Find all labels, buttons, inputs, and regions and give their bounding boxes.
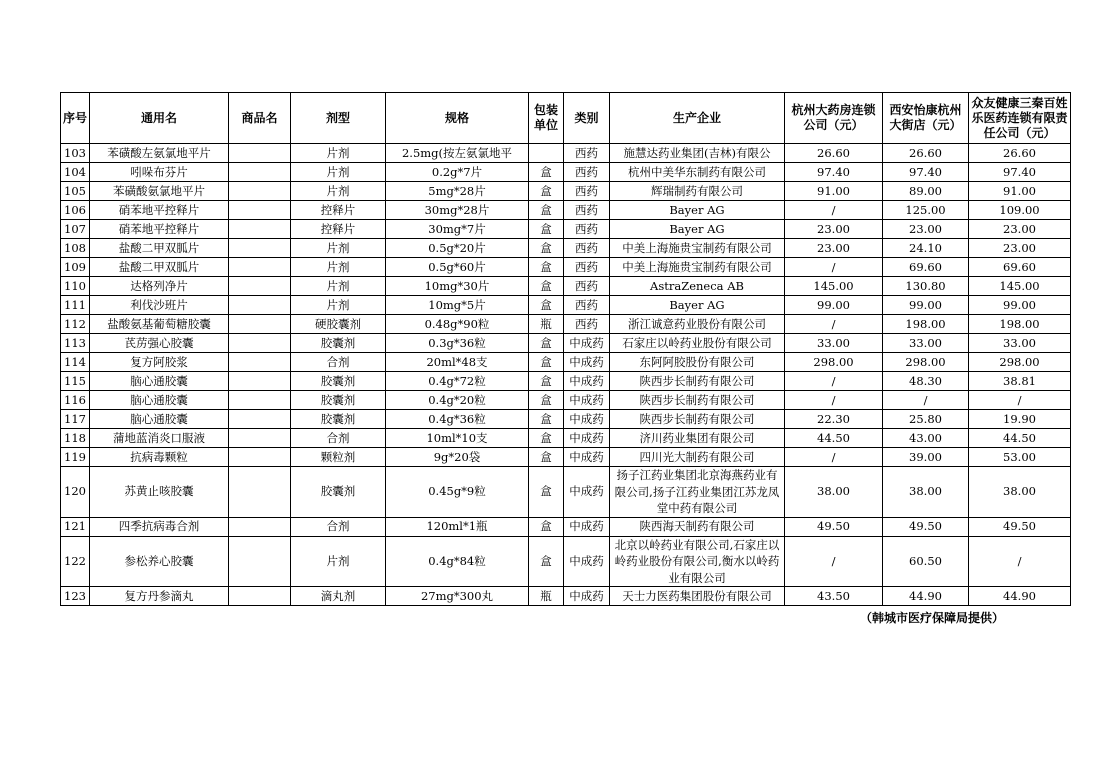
- cell-index: 120: [61, 467, 90, 518]
- cell-generic-name: 盐酸氨基葡萄糖胶囊: [90, 315, 229, 334]
- cell-package-unit: 盒: [529, 448, 564, 467]
- cell-price-store-1: 49.50: [785, 517, 883, 536]
- cell-category: 西药: [564, 315, 610, 334]
- cell-generic-name: 苏黄止咳胶囊: [90, 467, 229, 518]
- cell-generic-name: 复方阿胶浆: [90, 353, 229, 372]
- source-note: （韩城市医疗保障局提供）: [860, 611, 1005, 625]
- cell-package-unit: 盒: [529, 334, 564, 353]
- header-trade-name: 商品名: [229, 93, 291, 144]
- table-row: [61, 391, 1071, 410]
- cell-manufacturer: 陕西海天制药有限公司: [610, 517, 785, 536]
- cell-manufacturer: Bayer AG: [610, 296, 785, 315]
- header-dosage-form: 剂型: [291, 93, 386, 144]
- table-row: [61, 163, 1071, 182]
- cell-generic-name: 苯磺酸氨氯地平片: [90, 182, 229, 201]
- cell-index: 117: [61, 410, 90, 429]
- cell-price-store-1: /: [785, 448, 883, 467]
- cell-package-unit: 盒: [529, 182, 564, 201]
- cell-generic-name: 脑心通胶囊: [90, 391, 229, 410]
- cell-index: 112: [61, 315, 90, 334]
- cell-spec: 30mg*28片: [386, 201, 529, 220]
- cell-manufacturer: 浙江诚意药业股份有限公司: [610, 315, 785, 334]
- cell-trade-name: [229, 517, 291, 536]
- table-row: [61, 587, 1071, 606]
- cell-generic-name: 蒲地蓝消炎口服液: [90, 429, 229, 448]
- table-row: [61, 410, 1071, 429]
- cell-price-store-1: /: [785, 258, 883, 277]
- cell-trade-name: [229, 536, 291, 587]
- cell-generic-name: 芪苈强心胶囊: [90, 334, 229, 353]
- header-price-store-1: 杭州大药房连锁公司（元）: [785, 93, 883, 144]
- cell-index: 104: [61, 163, 90, 182]
- cell-package-unit: 瓶: [529, 587, 564, 606]
- cell-category: 西药: [564, 239, 610, 258]
- cell-trade-name: [229, 182, 291, 201]
- cell-dosage-form: 胶囊剂: [291, 334, 386, 353]
- cell-index: 113: [61, 334, 90, 353]
- cell-spec: 0.4g*20粒: [386, 391, 529, 410]
- cell-price-store-3: 145.00: [969, 277, 1071, 296]
- cell-price-store-3: 19.90: [969, 410, 1071, 429]
- cell-price-store-1: 23.00: [785, 239, 883, 258]
- cell-spec: 0.4g*84粒: [386, 536, 529, 587]
- cell-trade-name: [229, 277, 291, 296]
- cell-trade-name: [229, 334, 291, 353]
- cell-price-store-2: 298.00: [883, 353, 969, 372]
- cell-manufacturer: 陕西步长制药有限公司: [610, 410, 785, 429]
- cell-price-store-1: /: [785, 536, 883, 587]
- table-row: [61, 372, 1071, 391]
- cell-price-store-1: 38.00: [785, 467, 883, 518]
- cell-spec: 0.45g*9粒: [386, 467, 529, 518]
- cell-package-unit: 盒: [529, 220, 564, 239]
- cell-package-unit: 盒: [529, 258, 564, 277]
- cell-package-unit: [529, 144, 564, 163]
- cell-price-store-1: 23.00: [785, 220, 883, 239]
- cell-price-store-2: 69.60: [883, 258, 969, 277]
- cell-package-unit: 盒: [529, 517, 564, 536]
- table-row: [61, 201, 1071, 220]
- cell-trade-name: [229, 587, 291, 606]
- cell-index: 110: [61, 277, 90, 296]
- cell-dosage-form: 胶囊剂: [291, 410, 386, 429]
- cell-category: 中成药: [564, 517, 610, 536]
- cell-price-store-1: /: [785, 315, 883, 334]
- cell-category: 中成药: [564, 353, 610, 372]
- cell-price-store-3: 298.00: [969, 353, 1071, 372]
- cell-category: 中成药: [564, 587, 610, 606]
- cell-dosage-form: 控释片: [291, 220, 386, 239]
- cell-category: 中成药: [564, 536, 610, 587]
- cell-price-store-2: 89.00: [883, 182, 969, 201]
- cell-manufacturer: 东阿阿胶股份有限公司: [610, 353, 785, 372]
- cell-dosage-form: 片剂: [291, 163, 386, 182]
- cell-dosage-form: 片剂: [291, 296, 386, 315]
- cell-price-store-2: 130.80: [883, 277, 969, 296]
- cell-spec: 0.4g*36粒: [386, 410, 529, 429]
- cell-dosage-form: 胶囊剂: [291, 467, 386, 518]
- cell-package-unit: 盒: [529, 372, 564, 391]
- cell-trade-name: [229, 429, 291, 448]
- cell-spec: 9g*20袋: [386, 448, 529, 467]
- cell-index: 121: [61, 517, 90, 536]
- cell-manufacturer: Bayer AG: [610, 201, 785, 220]
- cell-dosage-form: 片剂: [291, 536, 386, 587]
- cell-index: 108: [61, 239, 90, 258]
- cell-price-store-3: 23.00: [969, 239, 1071, 258]
- cell-manufacturer: 辉瑞制药有限公司: [610, 182, 785, 201]
- cell-price-store-2: 60.50: [883, 536, 969, 587]
- cell-manufacturer: 天士力医药集团股份有限公司: [610, 587, 785, 606]
- cell-generic-name: 硝苯地平控释片: [90, 220, 229, 239]
- cell-dosage-form: 滴丸剂: [291, 587, 386, 606]
- cell-index: 109: [61, 258, 90, 277]
- cell-trade-name: [229, 201, 291, 220]
- table-row: [61, 536, 1071, 587]
- cell-dosage-form: 片剂: [291, 239, 386, 258]
- header-category: 类别: [564, 93, 610, 144]
- cell-price-store-2: /: [883, 391, 969, 410]
- cell-manufacturer: 中美上海施贵宝制药有限公司: [610, 239, 785, 258]
- cell-category: 西药: [564, 144, 610, 163]
- cell-index: 106: [61, 201, 90, 220]
- cell-generic-name: 参松养心胶囊: [90, 536, 229, 587]
- cell-generic-name: 达格列净片: [90, 277, 229, 296]
- cell-price-store-3: 44.90: [969, 587, 1071, 606]
- cell-package-unit: 盒: [529, 536, 564, 587]
- cell-package-unit: 盒: [529, 296, 564, 315]
- cell-price-store-1: 43.50: [785, 587, 883, 606]
- cell-trade-name: [229, 410, 291, 429]
- cell-manufacturer: 施慧达药业集团(吉林)有限公: [610, 144, 785, 163]
- cell-price-store-3: 33.00: [969, 334, 1071, 353]
- cell-price-store-2: 43.00: [883, 429, 969, 448]
- cell-price-store-2: 25.80: [883, 410, 969, 429]
- table-row: [61, 448, 1071, 467]
- cell-spec: 120ml*1瓶: [386, 517, 529, 536]
- cell-price-store-2: 97.40: [883, 163, 969, 182]
- cell-manufacturer: 杭州中美华东制药有限公司: [610, 163, 785, 182]
- cell-category: 中成药: [564, 391, 610, 410]
- cell-price-store-1: /: [785, 372, 883, 391]
- cell-dosage-form: 硬胶囊剂: [291, 315, 386, 334]
- table-row: [61, 220, 1071, 239]
- cell-dosage-form: 颗粒剂: [291, 448, 386, 467]
- cell-spec: 27mg*300丸: [386, 587, 529, 606]
- table-row: [61, 144, 1071, 163]
- cell-generic-name: 盐酸二甲双胍片: [90, 239, 229, 258]
- cell-price-store-1: 44.50: [785, 429, 883, 448]
- cell-price-store-3: 198.00: [969, 315, 1071, 334]
- cell-category: 中成药: [564, 334, 610, 353]
- cell-generic-name: 苯磺酸左氨氯地平片: [90, 144, 229, 163]
- cell-trade-name: [229, 163, 291, 182]
- cell-price-store-3: 23.00: [969, 220, 1071, 239]
- cell-category: 中成药: [564, 467, 610, 518]
- cell-dosage-form: 片剂: [291, 182, 386, 201]
- cell-price-store-2: 198.00: [883, 315, 969, 334]
- cell-spec: 0.5g*20片: [386, 239, 529, 258]
- cell-dosage-form: 合剂: [291, 429, 386, 448]
- price-table: [60, 92, 1071, 606]
- cell-trade-name: [229, 391, 291, 410]
- header-package-unit: 包装单位: [529, 93, 564, 144]
- cell-price-store-3: 91.00: [969, 182, 1071, 201]
- cell-spec: 20ml*48支: [386, 353, 529, 372]
- cell-spec: 0.48g*90粒: [386, 315, 529, 334]
- cell-price-store-1: 298.00: [785, 353, 883, 372]
- cell-price-store-2: 38.00: [883, 467, 969, 518]
- cell-dosage-form: 片剂: [291, 258, 386, 277]
- cell-category: 西药: [564, 277, 610, 296]
- cell-generic-name: 脑心通胶囊: [90, 372, 229, 391]
- cell-spec: 0.3g*36粒: [386, 334, 529, 353]
- cell-price-store-3: /: [969, 391, 1071, 410]
- cell-generic-name: 吲哚布芬片: [90, 163, 229, 182]
- cell-dosage-form: 合剂: [291, 353, 386, 372]
- cell-price-store-3: 38.81: [969, 372, 1071, 391]
- cell-price-store-2: 125.00: [883, 201, 969, 220]
- cell-price-store-1: 97.40: [785, 163, 883, 182]
- cell-spec: 0.5g*60片: [386, 258, 529, 277]
- cell-generic-name: 四季抗病毒合剂: [90, 517, 229, 536]
- cell-price-store-3: 38.00: [969, 467, 1071, 518]
- cell-category: 西药: [564, 182, 610, 201]
- table-row: [61, 315, 1071, 334]
- cell-index: 118: [61, 429, 90, 448]
- cell-index: 103: [61, 144, 90, 163]
- cell-price-store-2: 44.90: [883, 587, 969, 606]
- cell-package-unit: 盒: [529, 410, 564, 429]
- cell-trade-name: [229, 467, 291, 518]
- table-row: [61, 467, 1071, 518]
- header-generic-name: 通用名: [90, 93, 229, 144]
- cell-price-store-1: 91.00: [785, 182, 883, 201]
- cell-trade-name: [229, 372, 291, 391]
- cell-manufacturer: 石家庄以岭药业股份有限公司: [610, 334, 785, 353]
- cell-index: 105: [61, 182, 90, 201]
- cell-package-unit: 盒: [529, 391, 564, 410]
- cell-category: 西药: [564, 201, 610, 220]
- cell-category: 西药: [564, 296, 610, 315]
- cell-package-unit: 盒: [529, 277, 564, 296]
- cell-price-store-3: 99.00: [969, 296, 1071, 315]
- cell-trade-name: [229, 296, 291, 315]
- cell-package-unit: 盒: [529, 201, 564, 220]
- cell-price-store-2: 26.60: [883, 144, 969, 163]
- cell-price-store-3: 109.00: [969, 201, 1071, 220]
- cell-dosage-form: 片剂: [291, 144, 386, 163]
- cell-index: 123: [61, 587, 90, 606]
- cell-price-store-3: /: [969, 536, 1071, 587]
- cell-price-store-1: 33.00: [785, 334, 883, 353]
- cell-spec: 0.2g*7片: [386, 163, 529, 182]
- cell-index: 114: [61, 353, 90, 372]
- header-manufacturer: 生产企业: [610, 93, 785, 144]
- table-row: [61, 182, 1071, 201]
- cell-manufacturer: 扬子江药业集团北京海燕药业有限公司,扬子江药业集团江苏龙凤堂中药有限公司: [610, 467, 785, 518]
- cell-category: 西药: [564, 258, 610, 277]
- cell-dosage-form: 合剂: [291, 517, 386, 536]
- cell-price-store-3: 69.60: [969, 258, 1071, 277]
- cell-spec: 10mg*30片: [386, 277, 529, 296]
- header-index: 序号: [61, 93, 90, 144]
- cell-manufacturer: Bayer AG: [610, 220, 785, 239]
- cell-spec: 2.5mg(按左氨氯地平: [386, 144, 529, 163]
- cell-trade-name: [229, 353, 291, 372]
- cell-price-store-1: 145.00: [785, 277, 883, 296]
- cell-dosage-form: 胶囊剂: [291, 391, 386, 410]
- cell-trade-name: [229, 220, 291, 239]
- cell-dosage-form: 片剂: [291, 277, 386, 296]
- cell-dosage-form: 控释片: [291, 201, 386, 220]
- cell-trade-name: [229, 144, 291, 163]
- cell-price-store-3: 53.00: [969, 448, 1071, 467]
- cell-price-store-1: /: [785, 201, 883, 220]
- cell-spec: 10mg*5片: [386, 296, 529, 315]
- cell-index: 119: [61, 448, 90, 467]
- cell-trade-name: [229, 239, 291, 258]
- cell-manufacturer: AstraZeneca AB: [610, 277, 785, 296]
- table-row: [61, 429, 1071, 448]
- cell-index: 116: [61, 391, 90, 410]
- cell-category: 中成药: [564, 448, 610, 467]
- cell-price-store-2: 49.50: [883, 517, 969, 536]
- cell-spec: 30mg*7片: [386, 220, 529, 239]
- cell-index: 115: [61, 372, 90, 391]
- cell-category: 中成药: [564, 372, 610, 391]
- cell-manufacturer: 济川药业集团有限公司: [610, 429, 785, 448]
- cell-price-store-1: 22.30: [785, 410, 883, 429]
- cell-generic-name: 利伐沙班片: [90, 296, 229, 315]
- cell-trade-name: [229, 315, 291, 334]
- cell-generic-name: 复方丹参滴丸: [90, 587, 229, 606]
- cell-package-unit: 盒: [529, 429, 564, 448]
- cell-index: 111: [61, 296, 90, 315]
- cell-manufacturer: 陕西步长制药有限公司: [610, 372, 785, 391]
- cell-package-unit: 盒: [529, 163, 564, 182]
- cell-package-unit: 盒: [529, 239, 564, 258]
- table-row: [61, 353, 1071, 372]
- cell-category: 中成药: [564, 429, 610, 448]
- table-row: [61, 239, 1071, 258]
- cell-price-store-2: 48.30: [883, 372, 969, 391]
- cell-trade-name: [229, 448, 291, 467]
- table-row: [61, 277, 1071, 296]
- table-row: [61, 334, 1071, 353]
- cell-price-store-3: 44.50: [969, 429, 1071, 448]
- cell-package-unit: 盒: [529, 467, 564, 518]
- cell-package-unit: 盒: [529, 353, 564, 372]
- cell-price-store-2: 24.10: [883, 239, 969, 258]
- cell-category: 中成药: [564, 410, 610, 429]
- cell-price-store-2: 23.00: [883, 220, 969, 239]
- cell-price-store-3: 97.40: [969, 163, 1071, 182]
- cell-manufacturer: 北京以岭药业有限公司,石家庄以岭药业股份有限公司,衡水以岭药业有限公司: [610, 536, 785, 587]
- header-row: [61, 93, 1071, 144]
- cell-price-store-1: 99.00: [785, 296, 883, 315]
- cell-spec: 10ml*10支: [386, 429, 529, 448]
- cell-index: 107: [61, 220, 90, 239]
- cell-generic-name: 脑心通胶囊: [90, 410, 229, 429]
- cell-price-store-2: 33.00: [883, 334, 969, 353]
- cell-category: 西药: [564, 163, 610, 182]
- cell-generic-name: 盐酸二甲双胍片: [90, 258, 229, 277]
- cell-price-store-1: /: [785, 391, 883, 410]
- cell-generic-name: 硝苯地平控释片: [90, 201, 229, 220]
- cell-package-unit: 瓶: [529, 315, 564, 334]
- cell-price-store-2: 39.00: [883, 448, 969, 467]
- cell-spec: 0.4g*72粒: [386, 372, 529, 391]
- cell-dosage-form: 胶囊剂: [291, 372, 386, 391]
- cell-price-store-3: 26.60: [969, 144, 1071, 163]
- cell-manufacturer: 四川光大制药有限公司: [610, 448, 785, 467]
- cell-price-store-3: 49.50: [969, 517, 1071, 536]
- table-row: [61, 296, 1071, 315]
- cell-spec: 5mg*28片: [386, 182, 529, 201]
- cell-category: 西药: [564, 220, 610, 239]
- cell-index: 122: [61, 536, 90, 587]
- table-body: [61, 144, 1071, 606]
- table-row: [61, 517, 1071, 536]
- cell-price-store-1: 26.60: [785, 144, 883, 163]
- cell-generic-name: 抗病毒颗粒: [90, 448, 229, 467]
- cell-manufacturer: 中美上海施贵宝制药有限公司: [610, 258, 785, 277]
- header-price-store-3: 众友健康三秦百姓乐医药连锁有限责任公司（元）: [969, 93, 1071, 144]
- cell-trade-name: [229, 258, 291, 277]
- cell-manufacturer: 陕西步长制药有限公司: [610, 391, 785, 410]
- header-price-store-2: 西安怡康杭州大街店（元）: [883, 93, 969, 144]
- table-row: [61, 258, 1071, 277]
- cell-price-store-2: 99.00: [883, 296, 969, 315]
- header-spec: 规格: [386, 93, 529, 144]
